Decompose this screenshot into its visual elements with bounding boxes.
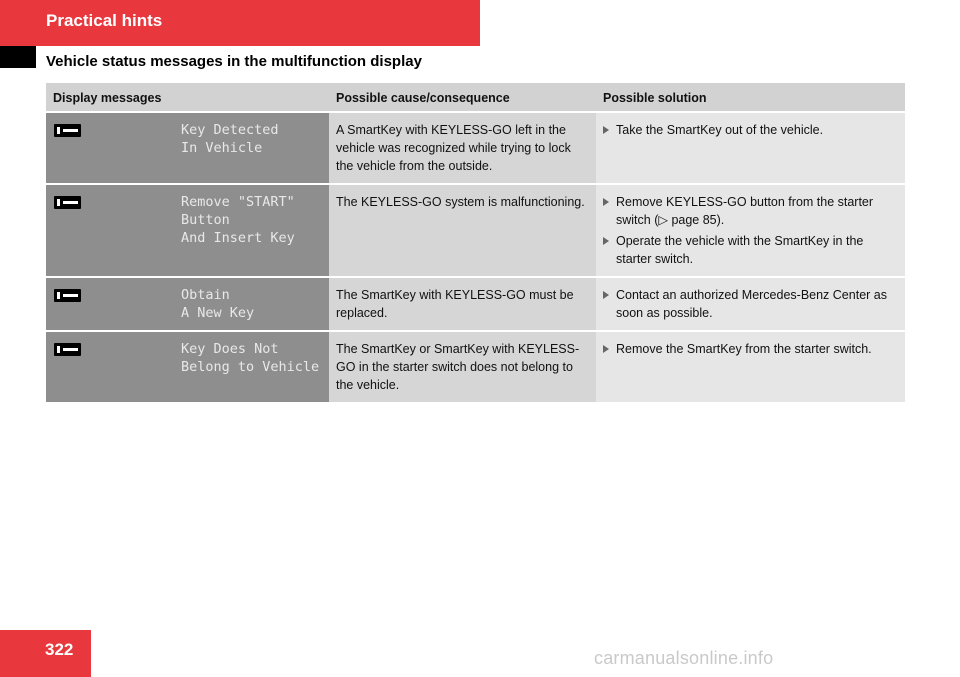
page-title: Vehicle status messages in the multifunction display [46,53,422,70]
arrow-right-icon [603,198,609,206]
display-message-cell [46,184,329,277]
solution-cell [596,112,905,184]
table-row [46,331,905,403]
cause-cell: The SmartKey or SmartKey with KEYLESS-GO in the starter switch does not belong to the vehicle. [329,331,596,403]
column-header-possible-cause: Possible cause/consequence [329,83,596,112]
column-header-possible-solution: Possible solution [596,83,905,112]
status-messages-table [46,83,905,404]
page-number: 322 [45,640,74,659]
key-icon [54,343,81,356]
table-row [46,112,905,184]
section-header-bar [0,0,480,46]
watermark: carmanualsonline.info [594,648,774,668]
arrow-right-icon [603,291,609,299]
solution-cell [596,331,905,403]
display-message-text: Key Detected In Vehicle [181,122,279,156]
solution-item: Take the SmartKey out of the vehicle. [603,121,898,139]
display-message-text: Obtain A New Key [181,287,255,321]
display-message-cell [46,331,329,403]
solution-item: Contact an authorized Mercedes-Benz Center as soon as possible. [603,286,898,322]
arrow-right-icon [603,126,609,134]
display-message-text: Key Does Not Belong to Vehicle [181,341,320,375]
page-number-box [0,630,91,677]
section-tab-marker [0,46,36,68]
display-message-cell [46,112,329,184]
solution-cell [596,184,905,277]
cause-cell: A SmartKey with KEYLESS-GO left in the vehicle was recognized while trying to lock the vehicle from the outside. [329,112,596,184]
key-icon [54,196,81,209]
cause-cell: The KEYLESS-GO system is malfunctioning. [329,184,596,277]
arrow-right-icon [603,345,609,353]
key-icon [54,289,81,302]
table-row [46,277,905,331]
section-title: Practical hints [46,11,163,30]
table-row [46,184,905,277]
solution-item: Remove KEYLESS-GO button from the starter switch (▷ page 85). [603,193,898,229]
arrow-right-icon [603,237,609,245]
solution-item: Remove the SmartKey from the starter switch. [603,340,898,358]
table-header-row [46,83,905,112]
key-icon [54,124,81,137]
display-message-text: Remove "START" Button And Insert Key [181,194,295,246]
cause-cell: The SmartKey with KEYLESS-GO must be replaced. [329,277,596,331]
solution-item: Operate the vehicle with the SmartKey in the starter switch. [603,232,898,268]
display-message-cell [46,277,329,331]
column-header-display-messages: Display messages [46,83,329,112]
solution-cell [596,277,905,331]
